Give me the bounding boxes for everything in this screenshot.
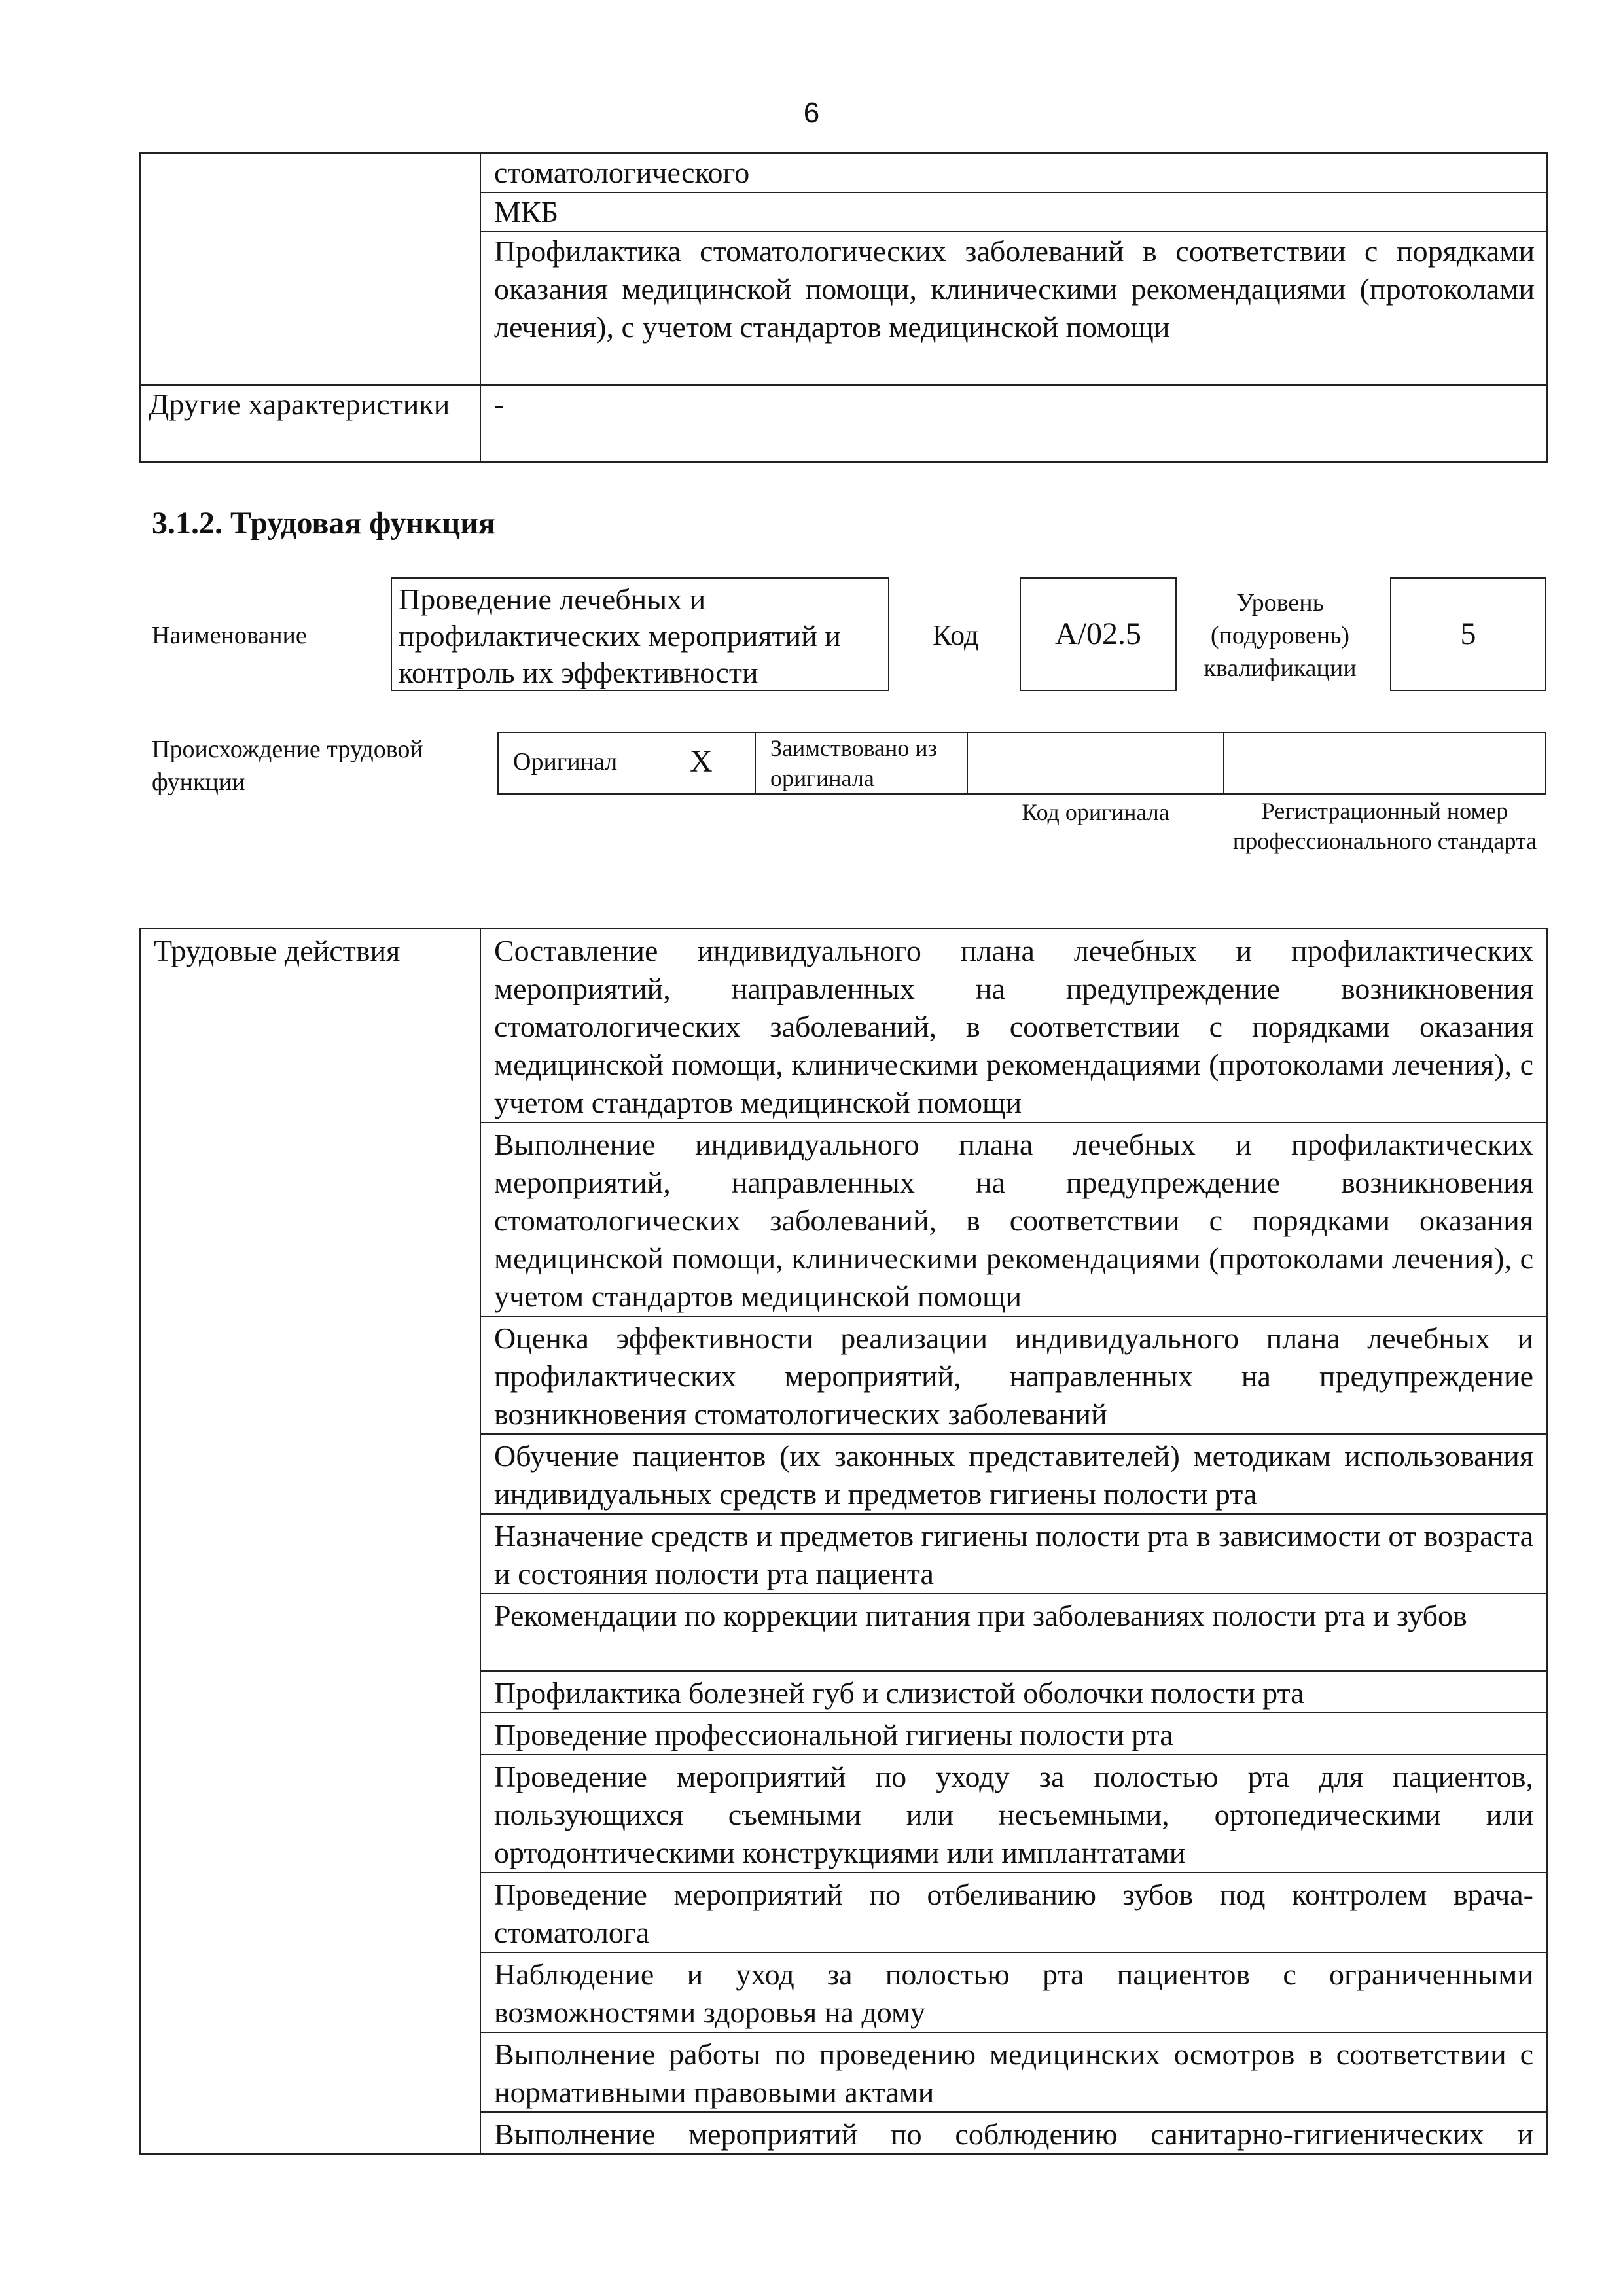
- code-label: Код: [933, 619, 979, 651]
- labor-action-item: Проведение профессиональной гигиены полости рта: [480, 1713, 1547, 1755]
- borrowed-label: Заимствовано из оригинала: [770, 735, 937, 791]
- labor-actions-table: [139, 928, 1548, 2155]
- reg-number-box: [1223, 732, 1546, 795]
- continuation-row: МКБ: [480, 192, 1547, 232]
- empty-left-cell: [140, 153, 480, 385]
- labor-action-item: Обучение пациентов (их законных представителей) методикам использования индивидуальных средств и предметов гигиены полости рта: [480, 1434, 1547, 1514]
- original-code-box: [967, 732, 1224, 795]
- labor-action-item: Наблюдение и уход за полостью рта пациентов с ограниченными возможностями здоровья на дому: [480, 1952, 1547, 2032]
- labor-action-item: Проведение мероприятий по уходу за полостью рта для пациентов, пользующихся съемными или несъемными, ортопедическими или ортодонтическими конструкциями или имплантатами: [480, 1755, 1547, 1873]
- continuation-row: стоматологического: [480, 153, 1547, 192]
- labor-actions-label: Трудовые действия: [140, 929, 480, 2154]
- level-label: Уровень (подуровень) квалификации: [1204, 589, 1357, 682]
- reg-number-caption: Регистрационный номер профессионального стандарта: [1232, 798, 1537, 854]
- continuation-row: Профилактика стоматологических заболеваний в соответствии с порядками оказания медицинской помощи, клиническими рекомендациями (протоколами лечения), с учетом стандартов медицинской помощи: [480, 232, 1547, 385]
- page-number: 6: [803, 97, 820, 129]
- level-box: [1390, 577, 1546, 691]
- name-value: Проведение лечебных и профилактических мероприятий и контроль их эффективности: [399, 583, 841, 689]
- labor-action-item: Составление индивидуального плана лечебных и профилактических мероприятий, направленных на предупреждение возникновения стоматологических заболеваний, в соответствии с порядками оказания медицинской помощи, клиническими рекомендациями (протоколами лечения), с учетом стандартов медицинской помощи: [480, 929, 1547, 1122]
- labor-action-item: Выполнение индивидуального плана лечебных и профилактических мероприятий, направленных на предупреждение возникновения стоматологических заболеваний, в соответствии с порядками оказания медицинской помощи, клиническими рекомендациями (протоколами лечения), с учетом стандартов медицинской помощи: [480, 1122, 1547, 1316]
- labor-action-item: Рекомендации по коррекции питания при заболеваниях полости рта и зубов: [480, 1594, 1547, 1671]
- original-mark: X: [690, 744, 713, 779]
- borrowed-box: [755, 732, 968, 795]
- labor-action-item: Назначение средств и предметов гигиены полости рта в зависимости от возраста и состояния полости рта пациента: [480, 1514, 1547, 1594]
- original-code-caption: Код оригинала: [1022, 799, 1169, 825]
- original-box: [497, 732, 756, 795]
- origin-label: Происхождение трудовой функции: [152, 736, 423, 796]
- labor-action-item: Выполнение работы по проведению медицинских осмотров в соответствии с нормативными правовыми актами: [480, 2032, 1547, 2112]
- other-characteristics-label: Другие характеристики: [140, 385, 480, 462]
- other-characteristics-value: -: [480, 385, 1547, 462]
- labor-action-item: Оценка эффективности реализации индивидуального плана лечебных и профилактических мероприятий, направленных на предупреждение возникновения стоматологических заболеваний: [480, 1316, 1547, 1434]
- name-box: [391, 577, 889, 691]
- section-heading: 3.1.2. Трудовая функция: [152, 506, 495, 541]
- labor-action-item: Профилактика болезней губ и слизистой оболочки полости рта: [480, 1671, 1547, 1713]
- labor-action-item: Проведение мероприятий по отбеливанию зубов под контролем врача-стоматолога: [480, 1873, 1547, 1952]
- level-value: 5: [1460, 617, 1476, 651]
- original-label: Оригинал: [513, 748, 618, 776]
- code-value: A/02.5: [1055, 617, 1141, 651]
- name-label: Наименование: [152, 622, 307, 649]
- labor-action-item: Выполнение мероприятий по соблюдению санитарно-гигиенических и: [480, 2112, 1547, 2154]
- continuation-table: [139, 152, 1548, 463]
- code-box: [1020, 577, 1177, 691]
